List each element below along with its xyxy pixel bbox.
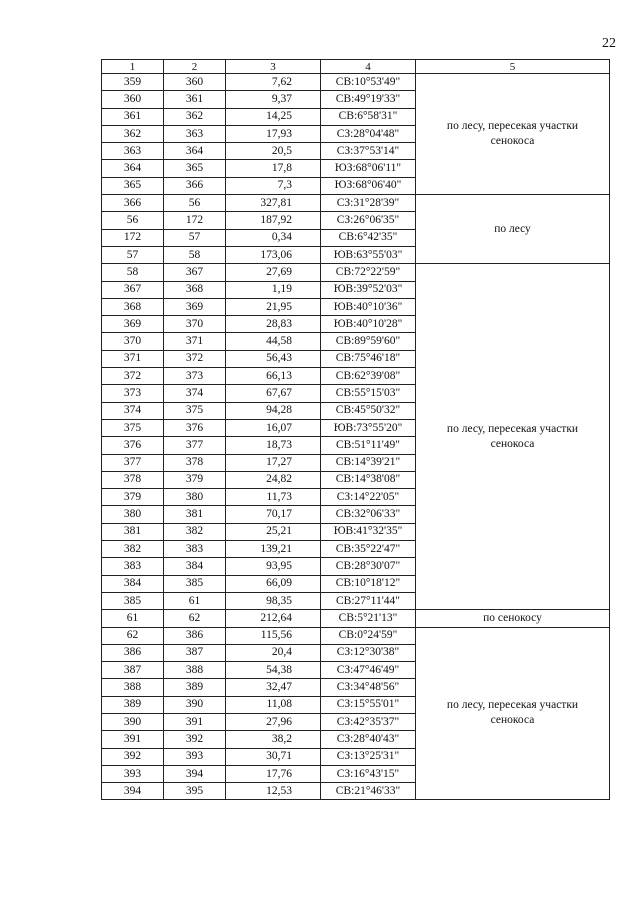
distance-cell: 115,56 [226,627,321,644]
bearing-cell: СЗ:15°55'01" [321,696,416,713]
bearing-cell: ЮЗ:68°06'11" [321,160,416,177]
to-point-cell: 372 [164,350,226,367]
from-point-cell: 378 [102,471,164,488]
from-point-cell: 370 [102,333,164,350]
header-cell-1: 1 [102,60,164,74]
to-point-cell: 385 [164,575,226,592]
from-point-cell: 385 [102,592,164,609]
bearing-cell: СВ:32°06'33" [321,506,416,523]
distance-cell: 139,21 [226,541,321,558]
from-point-cell: 391 [102,731,164,748]
to-point-cell: 376 [164,419,226,436]
distance-cell: 20,4 [226,644,321,661]
to-point-cell: 383 [164,541,226,558]
distance-cell: 7,3 [226,177,321,194]
to-point-cell: 361 [164,91,226,108]
from-point-cell: 383 [102,558,164,575]
distance-cell: 327,81 [226,195,321,212]
distance-cell: 18,73 [226,437,321,454]
distance-cell: 32,47 [226,679,321,696]
from-point-cell: 363 [102,143,164,160]
to-point-cell: 364 [164,143,226,160]
bearing-cell: СЗ:42°35'37" [321,713,416,730]
boundary-description-cell: по лесу, пересекая участки сенокоса [416,74,610,195]
distance-cell: 14,25 [226,108,321,125]
from-point-cell: 392 [102,748,164,765]
page-number: 22 [602,36,616,51]
bearing-cell: СЗ:12°30'38" [321,644,416,661]
from-point-cell: 373 [102,385,164,402]
bearing-cell: СВ:49°19'33" [321,91,416,108]
from-point-cell: 374 [102,402,164,419]
from-point-cell: 365 [102,177,164,194]
bearing-cell: СВ:45°50'32" [321,402,416,419]
bearing-cell: СВ:6°42'35" [321,229,416,246]
distance-cell: 93,95 [226,558,321,575]
from-point-cell: 393 [102,765,164,782]
boundary-description-cell: по лесу, пересекая участки сенокоса [416,627,610,800]
to-point-cell: 368 [164,281,226,298]
bearing-cell: СЗ:13°25'31" [321,748,416,765]
from-point-cell: 384 [102,575,164,592]
from-point-cell: 58 [102,264,164,281]
bearing-cell: СЗ:26°06'35" [321,212,416,229]
bearing-cell: СВ:51°11'49" [321,437,416,454]
from-point-cell: 359 [102,74,164,91]
to-point-cell: 394 [164,765,226,782]
distance-cell: 94,28 [226,402,321,419]
distance-cell: 24,82 [226,471,321,488]
distance-cell: 7,62 [226,74,321,91]
header-cell-3: 3 [226,60,321,74]
to-point-cell: 380 [164,489,226,506]
to-point-cell: 377 [164,437,226,454]
from-point-cell: 61 [102,610,164,627]
bearing-cell: СВ:27°11'44" [321,592,416,609]
bearing-cell: СВ:21°46'33" [321,783,416,800]
table-row [102,610,610,627]
from-point-cell: 172 [102,229,164,246]
bearing-cell: ЮЗ:68°06'40" [321,177,416,194]
distance-cell: 1,19 [226,281,321,298]
from-point-cell: 389 [102,696,164,713]
distance-cell: 25,21 [226,523,321,540]
bearing-cell: СВ:14°39'21" [321,454,416,471]
to-point-cell: 384 [164,558,226,575]
distance-cell: 30,71 [226,748,321,765]
bearing-cell: СВ:10°18'12" [321,575,416,592]
bearing-cell: СВ:35°22'47" [321,541,416,558]
bearing-cell: СВ:62°39'08" [321,368,416,385]
to-point-cell: 391 [164,713,226,730]
from-point-cell: 364 [102,160,164,177]
bearing-cell: СЗ:47°46'49" [321,662,416,679]
from-point-cell: 371 [102,350,164,367]
from-point-cell: 62 [102,627,164,644]
bearing-cell: СЗ:28°04'48" [321,125,416,142]
bearing-cell: ЮВ:40°10'36" [321,298,416,315]
from-point-cell: 386 [102,644,164,661]
distance-cell: 70,17 [226,506,321,523]
bearing-cell: СЗ:34°48'56" [321,679,416,696]
distance-cell: 11,08 [226,696,321,713]
to-point-cell: 375 [164,402,226,419]
to-point-cell: 386 [164,627,226,644]
distance-cell: 28,83 [226,316,321,333]
to-point-cell: 57 [164,229,226,246]
distance-cell: 20,5 [226,143,321,160]
distance-cell: 54,38 [226,662,321,679]
table-row [102,74,610,91]
from-point-cell: 372 [102,368,164,385]
bearing-cell: СВ:72°22'59" [321,264,416,281]
bearing-cell: ЮВ:39°52'03" [321,281,416,298]
to-point-cell: 373 [164,368,226,385]
boundary-description-cell: по сенокосу [416,610,610,627]
to-point-cell: 393 [164,748,226,765]
distance-cell: 187,92 [226,212,321,229]
bearing-cell: СВ:14°38'08" [321,471,416,488]
bearing-cell: ЮВ:63°55'03" [321,246,416,263]
bearing-cell: СВ:55°15'03" [321,385,416,402]
bearing-cell: СЗ:16°43'15" [321,765,416,782]
bearing-cell: СВ:28°30'07" [321,558,416,575]
distance-cell: 27,69 [226,264,321,281]
bearing-cell: СВ:10°53'49" [321,74,416,91]
bearing-cell: СВ:6°58'31" [321,108,416,125]
distance-cell: 98,35 [226,592,321,609]
from-point-cell: 361 [102,108,164,125]
header-cell-2: 2 [164,60,226,74]
table-row [102,264,610,281]
distance-cell: 17,27 [226,454,321,471]
table-row [102,627,610,644]
to-point-cell: 374 [164,385,226,402]
bearing-cell: СВ:89°59'60" [321,333,416,350]
distance-cell: 56,43 [226,350,321,367]
from-point-cell: 379 [102,489,164,506]
distance-cell: 173,06 [226,246,321,263]
bearing-cell: СЗ:14°22'05" [321,489,416,506]
bearing-cell: СВ:5°21'13" [321,610,416,627]
from-point-cell: 56 [102,212,164,229]
from-point-cell: 57 [102,246,164,263]
from-point-cell: 377 [102,454,164,471]
from-point-cell: 369 [102,316,164,333]
boundary-description-cell: по лесу [416,195,610,264]
to-point-cell: 369 [164,298,226,315]
to-point-cell: 389 [164,679,226,696]
to-point-cell: 392 [164,731,226,748]
distance-cell: 212,64 [226,610,321,627]
to-point-cell: 366 [164,177,226,194]
from-point-cell: 367 [102,281,164,298]
header-cell-4: 4 [321,60,416,74]
to-point-cell: 56 [164,195,226,212]
distance-cell: 17,93 [226,125,321,142]
to-point-cell: 371 [164,333,226,350]
header-cell-5: 5 [416,60,610,74]
from-point-cell: 375 [102,419,164,436]
bearing-cell: СЗ:31°28'39" [321,195,416,212]
distance-cell: 27,96 [226,713,321,730]
from-point-cell: 388 [102,679,164,696]
to-point-cell: 61 [164,592,226,609]
from-point-cell: 381 [102,523,164,540]
to-point-cell: 363 [164,125,226,142]
to-point-cell: 395 [164,783,226,800]
to-point-cell: 370 [164,316,226,333]
to-point-cell: 58 [164,246,226,263]
to-point-cell: 381 [164,506,226,523]
distance-cell: 17,76 [226,765,321,782]
to-point-cell: 367 [164,264,226,281]
header-row [102,60,610,74]
distance-cell: 17,8 [226,160,321,177]
from-point-cell: 387 [102,662,164,679]
from-point-cell: 362 [102,125,164,142]
to-point-cell: 382 [164,523,226,540]
table-body [102,74,610,800]
to-point-cell: 388 [164,662,226,679]
bearing-cell: ЮВ:40°10'28" [321,316,416,333]
distance-cell: 66,09 [226,575,321,592]
to-point-cell: 379 [164,471,226,488]
to-point-cell: 365 [164,160,226,177]
bearing-cell: СЗ:28°40'43" [321,731,416,748]
to-point-cell: 172 [164,212,226,229]
bearing-cell: СЗ:37°53'14" [321,143,416,160]
distance-cell: 12,53 [226,783,321,800]
distance-cell: 66,13 [226,368,321,385]
from-point-cell: 360 [102,91,164,108]
bearing-cell: СВ:75°46'18" [321,350,416,367]
from-point-cell: 394 [102,783,164,800]
from-point-cell: 368 [102,298,164,315]
from-point-cell: 366 [102,195,164,212]
to-point-cell: 378 [164,454,226,471]
distance-cell: 11,73 [226,489,321,506]
to-point-cell: 362 [164,108,226,125]
bearing-cell: СВ:0°24'59" [321,627,416,644]
distance-cell: 44,58 [226,333,321,350]
boundary-table [101,59,610,800]
to-point-cell: 360 [164,74,226,91]
boundary-description-cell: по лесу, пересекая участки сенокоса [416,264,610,610]
from-point-cell: 382 [102,541,164,558]
table-row [102,195,610,212]
distance-cell: 38,2 [226,731,321,748]
distance-cell: 67,67 [226,385,321,402]
to-point-cell: 390 [164,696,226,713]
distance-cell: 0,34 [226,229,321,246]
distance-cell: 9,37 [226,91,321,108]
bearing-cell: ЮВ:41°32'35" [321,523,416,540]
distance-cell: 21,95 [226,298,321,315]
from-point-cell: 380 [102,506,164,523]
from-point-cell: 376 [102,437,164,454]
to-point-cell: 62 [164,610,226,627]
to-point-cell: 387 [164,644,226,661]
bearing-cell: ЮВ:73°55'20" [321,419,416,436]
from-point-cell: 390 [102,713,164,730]
distance-cell: 16,07 [226,419,321,436]
